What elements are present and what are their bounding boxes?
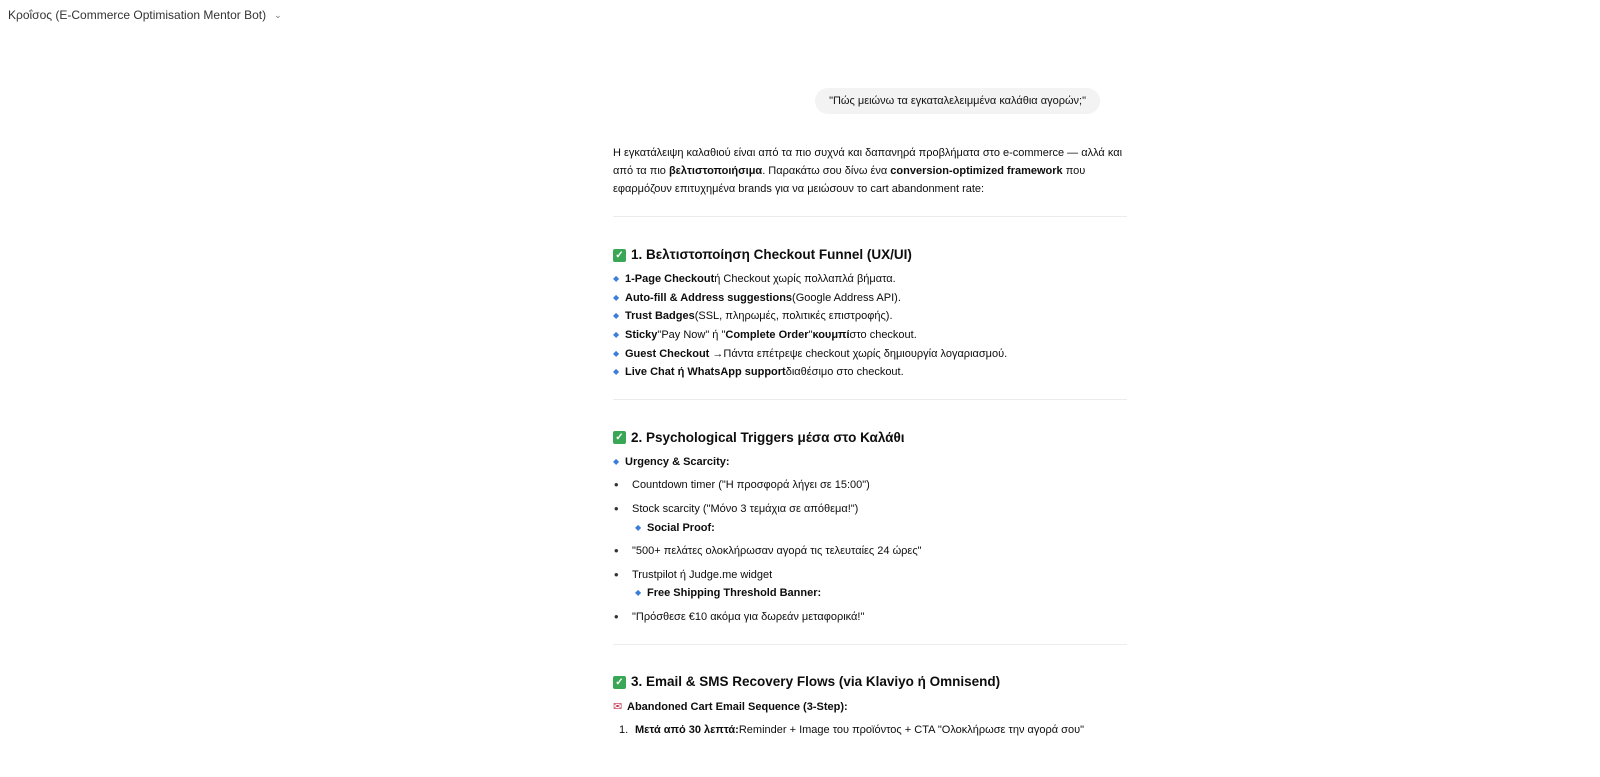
check-mark-icon: ✓	[613, 431, 626, 444]
assistant-response	[613, 144, 1127, 740]
section2-title: 2. Psychological Triggers μέσα στο Καλάθι	[631, 429, 905, 445]
intro-text: που εφαρμόζουν επιτυχημένα brands για να μειώσουν το cart abandonment rate:	[613, 165, 1086, 195]
bullet-item	[613, 566, 1127, 585]
blue-diamond-icon: ◆	[613, 292, 620, 302]
list-item-text: Reminder + Image του προϊόντος + CTA "Ολοκλήρωσε την αγορά σου"	[738, 724, 1085, 737]
list-item	[613, 326, 1127, 345]
model-name: Κροΐσος (E-Commerce Optimisation Mentor Bot)	[8, 8, 267, 22]
check-mark-icon: ✓	[613, 249, 626, 262]
model-selector[interactable]	[8, 8, 282, 22]
check-mark-icon: ✓	[613, 676, 626, 689]
incoming-envelope-icon: ✉	[613, 700, 623, 713]
intro-text: . Παρακάτω σου δίνω ένα	[762, 165, 891, 177]
list-item-text: "Pay Now" ή "	[657, 329, 726, 342]
list-item	[613, 307, 1127, 326]
blue-diamond-icon: ◆	[635, 522, 642, 532]
list-item	[613, 344, 1127, 363]
list-item	[613, 363, 1127, 382]
list-item-text: Sticky	[625, 329, 658, 342]
bullet-dot: •	[614, 543, 619, 559]
list-item	[613, 453, 1127, 472]
list-item	[613, 270, 1127, 289]
list-number: 1.	[619, 724, 629, 737]
intro-bold: conversion-optimized framework	[890, 165, 1063, 177]
bullet-dot: •	[614, 609, 619, 625]
section3-heading	[613, 673, 1127, 691]
list-item-text: Countdown timer ("Η προσφορά λήγει σε 15:00")	[632, 479, 870, 492]
list-item-text: στο checkout.	[849, 329, 917, 342]
list-item-text: Μετά από 30 λεπτά:	[635, 724, 739, 737]
list-item-text: ή Checkout χωρίς πολλαπλά βήματα.	[714, 273, 896, 286]
list-item-text: Complete Order	[725, 329, 809, 342]
section3-title: 3. Email & SMS Recovery Flows (via Klaviyo ή Omnisend)	[631, 674, 1001, 690]
list-item-text: Abandoned Cart Email Sequence (3-Step):	[627, 700, 848, 713]
list-item-text: Auto-fill & Address suggestions	[625, 291, 793, 304]
list-item-text: "Πρόσθεσε €10 ακόμα για δωρεάν μεταφορικά!"	[632, 611, 865, 624]
blue-diamond-icon: ◆	[613, 311, 620, 321]
section1-title: 1. Βελτιστοποίηση Checkout Funnel (UX/UI)	[631, 247, 912, 262]
list-item-text: Stock scarcity ("Μόνο 3 τεμάχια σε απόθεμα!")	[632, 503, 859, 516]
chevron-down-icon: ⌄	[274, 9, 282, 20]
blue-diamond-icon: ◆	[635, 588, 642, 598]
bullet-dot: •	[614, 477, 619, 493]
intro-bold: βελτιστοποιήσιμα	[668, 165, 763, 177]
list-item-text: Guest Checkout →	[625, 347, 724, 360]
bullet-dot: •	[614, 566, 619, 582]
numbered-item	[613, 721, 1127, 740]
intro-text: Η εγκατάλειψη καλαθιού είναι από τα πιο συχνά και δαπανηρά προβλήματα στο e-commerce — αλλά και από τα πιο	[613, 147, 1123, 177]
blue-diamond-icon: ◆	[613, 456, 620, 466]
list-item-text: Urgency & Scarcity:	[625, 455, 730, 468]
list-item	[613, 584, 1127, 603]
list-item-text: Trustpilot ή Judge.me widget	[632, 568, 773, 581]
blue-diamond-icon: ◆	[613, 330, 620, 340]
list-item-text: 1-Page Checkout	[625, 273, 715, 286]
blue-diamond-icon: ◆	[613, 274, 620, 284]
list-item-text: κουμπί	[812, 329, 850, 342]
bullet-item	[613, 542, 1127, 561]
bullet-item	[613, 608, 1127, 627]
bullet-dot: •	[614, 501, 619, 517]
list-item-text: Live Chat ή WhatsApp support	[625, 366, 786, 379]
blue-diamond-icon: ◆	[613, 367, 620, 377]
bullet-item	[613, 500, 1127, 519]
section2-heading	[613, 429, 1127, 447]
list-item-text: "500+ πελάτες ολοκλήρωσαν αγορά τις τελευταίες 24 ώρες"	[632, 545, 922, 558]
section1-heading	[613, 246, 1127, 264]
list-item	[613, 697, 1127, 716]
bullet-item	[613, 476, 1127, 495]
list-item-text: "	[808, 329, 813, 342]
list-item-text: (SSL, πληρωμές, πολιτικές επιστροφής).	[694, 310, 893, 323]
intro-paragraph	[613, 144, 1127, 198]
list-item-text: Free Shipping Threshold Banner:	[647, 587, 822, 600]
blue-diamond-icon: ◆	[613, 348, 620, 358]
list-item-text: Trust Badges	[625, 310, 695, 323]
list-item-text: Πάντα επέτρεψε checkout χωρίς δημιουργία λογαριασμού.	[723, 347, 1008, 360]
list-item	[613, 289, 1127, 308]
list-item-text: διαθέσιμο στο checkout.	[785, 366, 904, 379]
list-item-text: (Google Address API).	[792, 291, 901, 304]
list-item-text: Social Proof:	[647, 521, 715, 534]
list-item	[613, 518, 1127, 537]
user-message-bubble: "Πώς μειώνω τα εγκαταλελειμμένα καλάθια αγορών;"	[815, 88, 1100, 114]
